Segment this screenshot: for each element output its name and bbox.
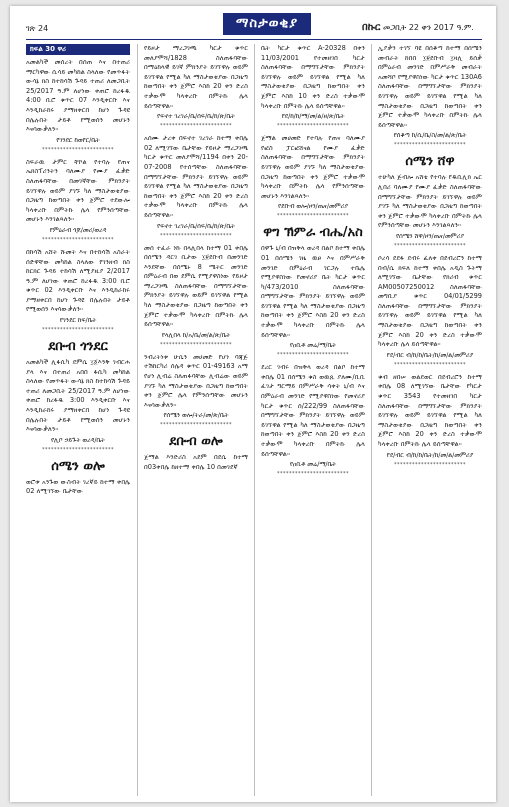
notice-text: አመልካች መሰረት በሰጠ እና በተጠሪ ማርካዋው ሲሳይ መካከል ስላለው የመጥፋት ውሳኔ ክስ ከተከሳሽ ጉዳይ ተጠሪ ለመጋቢት 25/2017 ዓ.ም ለሆነው ቀጠሮ ከረፋዱ 4:00 ቢሮ ቁጥር 07 እንዲቀርቡ እና እንዲከራከሩ ያማዘቀርበ ከሆነ ጉዳዩ በሌሉበት ታይቶ የሚወሰን መሆኑን እናሳውቃለን፡፡: [26, 58, 130, 134]
notice-text: ቤት ካርታ ቁጥር A-20328 በቀን 11/03/2001 የተመዘገበ ካርታ ስለጠፋባቸው በማግኘታቸው ምክንያት ይገኘዋሉ ወይም ይገኘዋል የሚል ካለ ማስታወቂያው በጋዜጣ ከወጣበት ቀን ጀምሮ እስከ 10 ቀን ድረስ ተቃውሞ ካላቀረቡ በምትኩ ሌላ ይሰጣቸዋል፡፡: [261, 44, 365, 110]
asterisk-separator: ************************: [42, 327, 114, 334]
asterisk-separator: ************************: [277, 123, 349, 130]
notice-signature: የገንደር ከወየር/ቤት: [56, 136, 100, 144]
notice-text: ሶረሳ ደደፋ ደብሩ ፈለቀ በደብረሮን ከተማ በብ/ሴ ክፍለ ከተማ ቀበሌ አዲስ ጉትማ ለሚገኘው ቤታቸው የክሪብ ቁጥር AM00507250012 ስለጠፋባቸው መግቢያ ቁጥር 04/01/5299 ስለጠፋባቸው በማግኘታቸው ምክንያት ይገኘዋሉ ወይም ይገኘዋል የሚል ካለ ማስታወቂያው በጋዜጣ ከወጣበት ቀን ጀምሮ እስከ 20 ቀን ድረስ ተቃውሞ ካላቀረቡ ሌላ ይሰጣቸዋል፡፡: [378, 253, 482, 349]
notice-text: ደረር ገብሩ በዝቅላ ወረዳ በልቦ ከተማ ቀበሌ 01 በሰሜን ቁስ ወዉጹ ያለሙ/ቢቢ ፈገታ ግርማይ በምሥራቅ ሳቀት ኒ/ብ እና በምዕራብ መንገድ የሚያዋስነው የመኖሪያ ካርታ ቁጥር ሰ/222/99 ስለጠፋባቸው በማግኘታቸው ምክንያት ይገኘዋሉ ወይም ይገኘዋል የሚል ካለ ማስታወቂያው በጋዜጣ ከወጣበት ቀን ጀምሮ እስከ 20 ቀን ድረስ ተቃውሞ ካላቀረቡ በምትኩ ሌላ ይሰጣቸዋል፡፡: [261, 363, 365, 458]
notice-text: ኢያቃን ተገኘ ባዩ በሰቆጣ ከተማ በሰሜን መብራት ከበበ ፲፱ደቡብ ፲ዛሊ ይሰቃ በምዕራብ መንገድ በምሥራቅ መብራት አመሻቦ የሚያዋስነው ካርታ ቁጥር 130A6 ስለጠፋባቸው በማግኘታቸው ምክንያት ይገኘዋሉ ወይም ይገኘዋል የሚል ካለ ማስታወቂያው በጋዜጣ ከወጣበት ቀን ጀምሮ ተቃውሞ ካላቀረቡ በምትኩ ሌላ ይሰጣቸዋል፡፡: [378, 44, 482, 129]
notice-entry: [378, 254, 482, 368]
header-rule: [26, 39, 482, 40]
section-masthead: ማስታወቂያ: [223, 13, 311, 35]
asterisk-separator: ************************: [42, 146, 114, 153]
notice-text: ወሮቱ አንጉወ ውስብት ገረኛይ ከተማ ቀበሌ 02 ለሚገኘው ቤታቸው: [26, 477, 130, 496]
column-1: [26, 44, 130, 796]
region-heading: ዋግ ኽምራ ብሔ/አስ: [263, 225, 363, 241]
notice-text: አሰሙ ታረቀ በፍኖተ ገረገራ ከተማ ቀበሌ 02 ለሚገኘው ቤታቸው የይዞታ ማረጋገጫ ካርታ ቁጥር መለያሞሻ/1194 በቀን 20-07-2008 የተሰጣቸው ስለጠፋባቸው በማግኘታቸው ምክንያት ይገኘዋሉ ወይም ይገኘዋል የሚል ካለ ማስታወቂያው በጋዜጣ ከወጣበት ቀን ጀምሮ እስከ 20 ቀን ድረስ ተቃውሞ ካላቀረቡ በምትኩ ሌላ ይሰጣቸዋል፡፡: [144, 134, 248, 219]
asterisk-separator: ************************: [277, 352, 349, 359]
column-3: [254, 44, 365, 796]
notice-text: ቁብ ዘበሠ ወልደወር በደብረሮን ከተማ ቀበሌ 08 ለሚገኘው ቤታቸው የካርታ ቁጥር 3543 የተመዘገበ ካርታ ስለጠፋባቸው በማግኘታቸው ምክንያት ይገኘዋሉ ወይም ይገኘዋል የሚል ካለ ማስታወቂያው በጋዜጣ ከወጣበት ቀን ጀምሮ እስከ 20 ቀን ድረስ ተቃውሞ ካላቀረቡ በምትኩ ሌላ ይሰጣቸዋል፡፡: [378, 372, 482, 448]
notice-signature: የሰቆጣ ከ/ሲ/ቤ/ስ/መ/ል/ጽ/ቤት: [393, 132, 467, 140]
region-heading: ደቡብ ጎንደር: [48, 339, 108, 355]
notice-signature: የደ/ብር ብ/ከ/ከ/ቤት/ከ/መ/ል/መምሪያ: [386, 451, 474, 459]
asterisk-separator: ************************: [394, 361, 466, 368]
notice-text: ንብረትነቱ ሁሴን መሀመድ የሆነ ባጃጅ ተሽከርካሪ ሰሌዳ ቁጥር 01-49163 አማ የሆነ ሊብሬ ስለጠፋባቸው ሊብሬው ወይም ያገኙ ካለ ማስታወቂያው በጋዜጣ ከወጣበት ቀን ጀምሮ ሌላ የምንሰጣቸው መሆኑን እናሳውቃለን፡፡: [144, 352, 248, 409]
asterisk-separator: ************************: [277, 213, 349, 220]
notice-entry: [378, 44, 482, 148]
paper-name: በኩር: [362, 22, 381, 33]
asterisk-separator: ************************: [42, 446, 114, 453]
asterisk-separator: ************************: [394, 461, 466, 468]
notice-entry: [144, 134, 248, 238]
notice-entry: [378, 373, 482, 468]
notice-signature: የሊቦ ኃይጉት ወረዳ/ቤት: [50, 436, 106, 444]
notice-signature: የሰሜን ሸዋ/ዞን/ጤና/መምሪያ: [395, 232, 465, 240]
notice-entry: [26, 339, 130, 453]
asterisk-separator: ************************: [160, 123, 232, 130]
notice-text: አመልካች ሊፋሲካ ደምሴ ፲፩እንቅ ገብርሐ ያላ እና በተጠሪ አበበ ፋሲካ መካከል ስላለው የመጥፋት ውሳኔ ክስ ከተከሳሽ ጉዳይ ተጠሪ ለመጋቢት 25/2017 ዓ.ም ለሆነው ቀጠሮ ከረፋዱ 3:00 እንዲቀርቡ እና እንዲከራከሩ ያማዘቀርበ ከሆነ ጉዳዩ በሌሉበት ታይቶ የሚወሰን መሆኑን እናሳውቃለን፡፡: [26, 358, 130, 434]
notice-entry: [144, 353, 248, 429]
notice-entry: [378, 154, 482, 249]
notice-signature: የዐቢቶ መሬ/ማ/ቤት: [289, 342, 337, 350]
notice-signature: የላሊበላ ከ/አ/ቤ/መ/ል/ጽ/ቤት: [161, 331, 231, 339]
section-label: ክፍል 30 ዋሪ: [26, 44, 130, 55]
notice-signature: የፍኖተ ገረገራ/ቤ/ሰፍ/ቤ/ከ/ጽ/ቤት: [157, 222, 235, 230]
notice-entry: [261, 225, 365, 358]
column-2: [137, 44, 248, 796]
notice-signature: የደቡብ ወሎ/ዞን/ጤና/መምሪያ: [277, 203, 349, 211]
notice-signature: የፍኖተ ገረገራ/ቤ/ሰፍ/ቤ/ከ/ጽ/ቤት: [157, 113, 235, 121]
asterisk-separator: ************************: [160, 232, 232, 239]
notice-entry: [26, 248, 130, 333]
notice-signature: የደ/ከ/ከ/ማ/መ/ል/ዘ/ጽ/ቤት: [281, 113, 345, 121]
notice-entry: [261, 44, 365, 129]
region-heading: ደቡብ ወሎ: [169, 434, 223, 450]
asterisk-separator: ************************: [160, 341, 232, 348]
notice-text: የይዞታ ማረጋገጫ ካርታ ቁጥር መለያሞሻ/1828 ስለጠፋባቸው በማዕከላዊ ይገኛ ምክንያት ይገኘዋሉ ወይም ይገኘዋል የሚል ካለ ማስታወቂያው በጋዜጣ ከወጣበት ቀን ጀምሮ እስከ 20 ቀን ድረስ ተቃውሞ ካላቀረቡ በምትኩ ሌላ ይሰጣቸዋል፡፡: [144, 44, 248, 110]
column-4: [371, 44, 482, 796]
notice-entry: [144, 434, 248, 472]
notice-text: ጀማል እንድሪስ አደም በደሴ ከተማ በ03ቀበሌ ከዘተማ ቀበሌ 10 በመገደኛ: [144, 453, 248, 471]
notice-entry: [26, 158, 130, 243]
notice-signature: የሰሜን ወሎ/ትራ/መ/ጽ/ቤት: [163, 412, 229, 420]
notice-text: ጀማል መሀመድ የተባሉ የጠና ባለሙያ የፎስ ፓርፎሸናል የሙያ ፈቃድ ስለጠፋባቸው በማግኘታቸው ምክንያት ይገኘዋሉ ወይም ያገኙ ካለ ማስታወቂያው በጋዜጣ ከወጣበት ቀን ጀምሮ ተቃውሞ ካላቀረቡ በምትኩ ሌላ የምንሰጣቸው መሆኑን እንገልጻለን፡፡: [261, 134, 365, 200]
asterisk-separator: ************************: [394, 242, 466, 249]
notice-signature: የዐቢቶ መሬ/ማ/ቤት: [289, 461, 337, 469]
notice-text: በዋጉ ኒ/ብ በዝቅላ ወረዳ በልቦ ከተማ ቀበሌ 01 በሰሜን ገዜ ዉፀ እና በምሥራቅ መንገድ በምዕራብ ገርጋሉ ተቤሌ የሚያዋስነው የመኖሪያ ቤት ካርታ ቁጥር ካ/473/2010 ስለጠፋባቸው በማግኘታቸው ምክንያት ይገኘዋሉ ወይም ይገኘዋል የሚል ካለ ማስታወቂያው በጋዜጣ ከወጣበት ቀን ጀምሮ እስከ 20 ቀን ድረስ ተቃውሞ ካላቀረቡ በምትኩ ሌላ ይሰጣቸዋል፡፡: [261, 244, 365, 339]
notice-text: ተሁካለ ጅብሎ አሸቴ የተባሉ የዱቢሊክ ኤር ሊበሪ ባለሙያ የሙያ ፈቃድ ስለጠፋባቸው በማግኘታቸው ምክንያት ይገኘዋሉ ወይም ያገኙ ካለ ማስታወቂያው በጋዜጣ ከወጣበት ቀን ጀምሮ ተቃውሞ ካላቀረቡ በምትኩ ሌላ የምንሰጣቸው መሆኑን እንገልጻለን፡፡: [378, 173, 482, 230]
notice-text: መሰ ተፈራ ነኩ በላሊበላ ከተማ 01 ቀበሌ በሰሜን ዳርገ ቢታው ፲፱ደቡብ በመንገድ እንደቸው በሰሜኑ 8 ሜትር መንገድ በምዕራብ በወ ደምሴ የሚያዋስነው የይዞታ ማረጋገጫ ስለጠፋባቸው በማግኘታቸው ምክንያት ይገኘዋሉ ወይም ይገኘዋል የሚል ካለ ማስታወቂያው በጋዜጣ ከወጣበት ቀን ጀምሮ ተቃውሞ ካላቀረቡ በምትኩ ሌላ ይሰጣቸዋል፡፡: [144, 243, 248, 329]
notice-signature: የደ/ብር ብ/ከ/ከ/ቤት/ከ/መ/ል/መምሪያ: [386, 351, 474, 359]
notice-signature: የገንደር ከፍ/ቤት: [59, 317, 97, 325]
asterisk-separator: ************************: [160, 422, 232, 429]
notice-entry: [261, 363, 365, 477]
asterisk-separator: ************************: [277, 471, 349, 478]
issue-date: መጋቢት 22 ቀን 2017 ዓ.ም.: [382, 23, 474, 32]
issue-header: [362, 22, 474, 33]
asterisk-separator: ************************: [394, 142, 466, 149]
region-heading: ሰሜን ወሎ: [51, 458, 105, 474]
notice-entry: [144, 44, 248, 129]
newspaper-page: [10, 6, 496, 802]
notice-entry: [26, 58, 130, 153]
notice-text: ስፍራዉ ታምር ቸኮል የተባሉ የጠና ኤክስፕሪንትን ባለሙያ የሙያ ፈቃድ ስለጠፋባቸው በመገኛቸው ምክንያት ይገኘዋሉ ወይም ያገኙ ካለ ማስታወቂያው በጋዜጣ ከወጣበት ቀን ጀምሮ ተደውሎ ካላቀረቡ በምትኩ ሌላ የምንሰጣቸው መሆኑን እንገልጻለን፡፡: [26, 157, 130, 224]
notice-entry: [144, 244, 248, 348]
asterisk-separator: ************************: [42, 236, 114, 243]
page-number: ገጽ 24: [26, 24, 49, 33]
notice-entry: [261, 134, 365, 219]
notice-signature: የምዕራብ ጎጆ/መሪ/ወረዳ: [49, 226, 107, 234]
notice-columns: [26, 44, 482, 796]
notice-text: በከሳሽ አሸት ሹመት እና በተከሳሽ አስራት ሰድዋቸው መካከል ስላለው የገንዘብ ክስ ከርክር ጉዳይ ተከሳሽ ለሚያዚያ 2/2017 ዓ.ም ለሆነው ቀጠሮ ከረፋዱ 3:00 ቢሮ ቁጥር 02 እንዲቀርቡ እና እንዲከራከሩ ያማዘቀርበ ከሆነ ጉዳዩ በሌሉበት ታይቶ የሚወሰን እናሳውቃለን፡፡: [26, 247, 130, 314]
region-heading: ሰሜን ሸዋ: [405, 154, 455, 170]
notice-entry: [26, 459, 130, 497]
